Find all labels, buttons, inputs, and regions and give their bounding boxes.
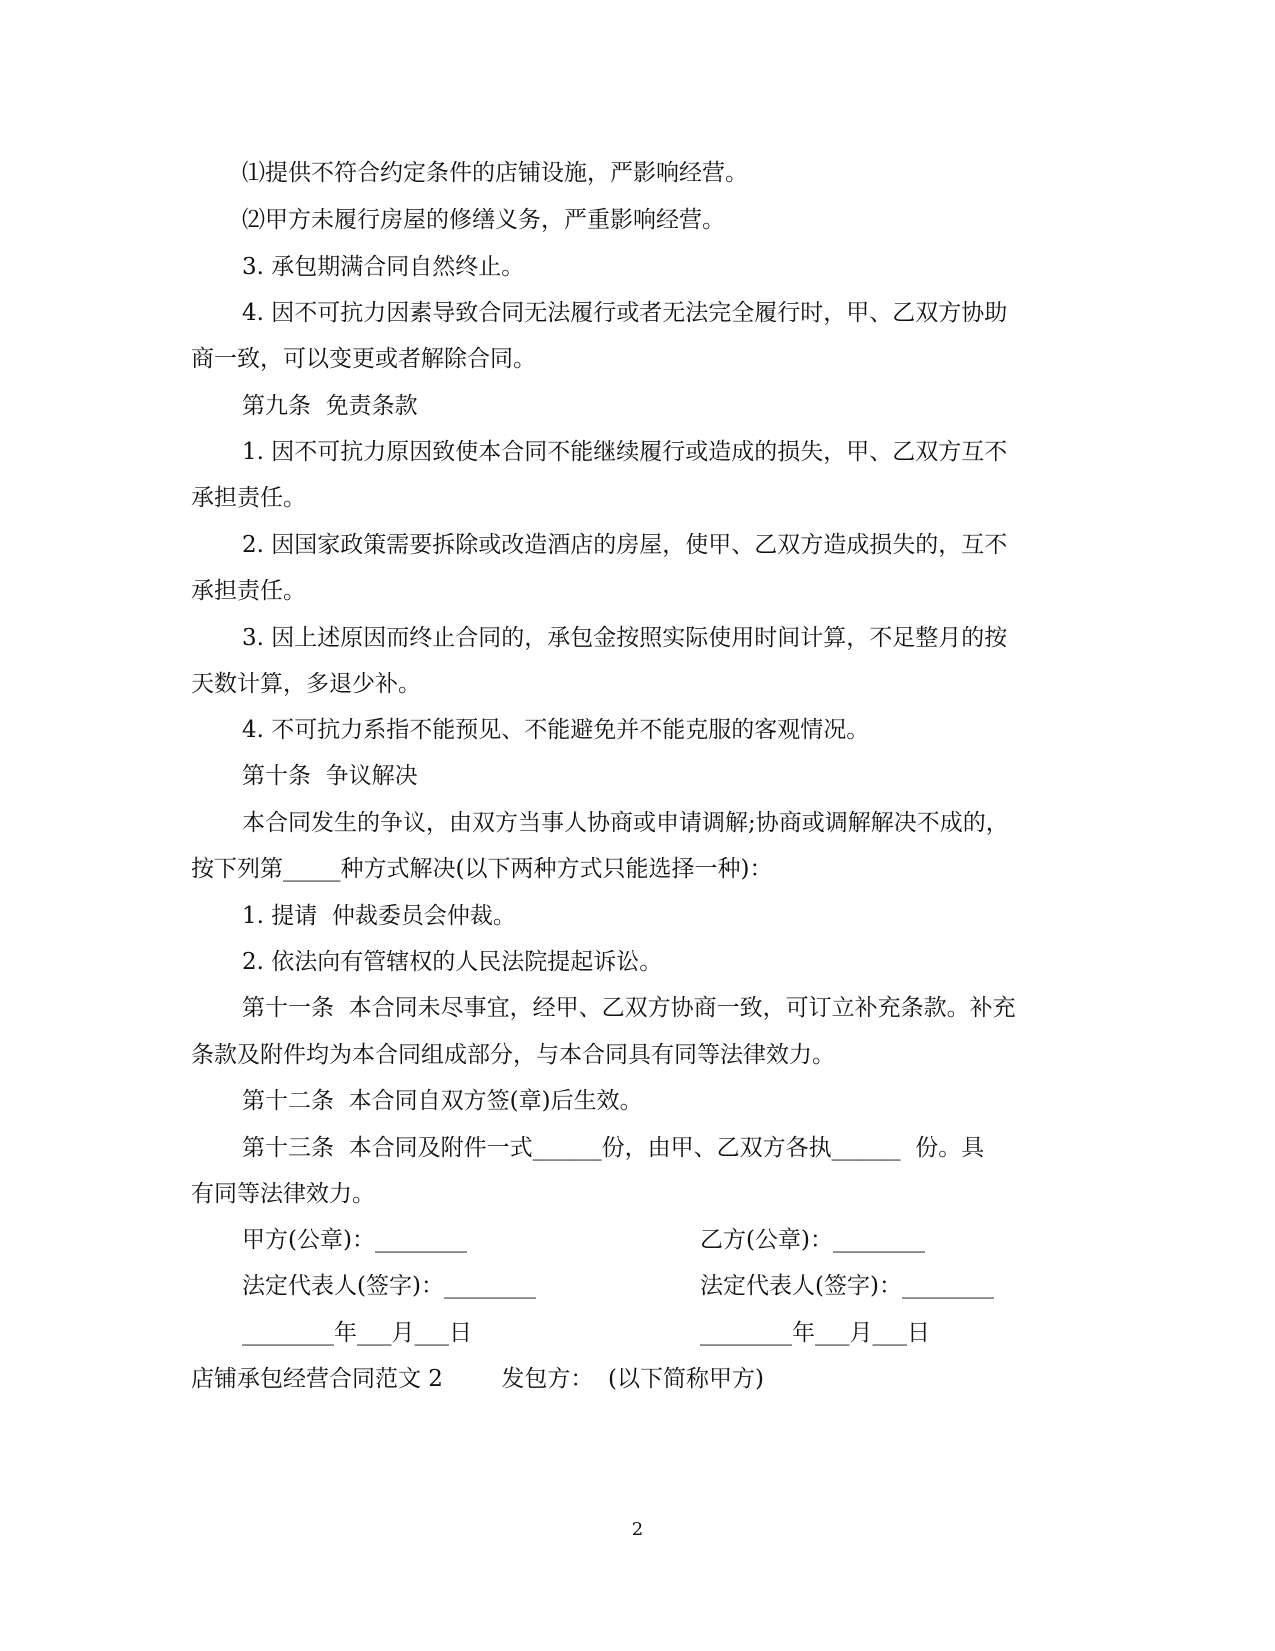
clause-line: 本合同发生的争议，由双方当事人协商或申请调解;协商或调解解决不成的， bbox=[242, 810, 1009, 836]
clause-line: 承担责任。 bbox=[191, 578, 306, 604]
clause-line: 2. 因国家政策需要拆除或改造酒店的房屋，使甲、乙双方造成损失的，互不 bbox=[242, 532, 1008, 558]
clause-line: 第十一条 本合同未尽事宜，经甲、乙双方协商一致，可订立补充条款。补充 bbox=[242, 995, 1016, 1021]
section-heading: 第十条 争议解决 bbox=[242, 763, 418, 789]
clause-line: 第十二条 本合同自双方签(章)后生效。 bbox=[242, 1088, 643, 1114]
clause-line: 有同等法律效力。 bbox=[191, 1181, 375, 1207]
clause-line: 2. 依法向有管辖权的人民法院提起诉讼。 bbox=[242, 949, 663, 975]
clause-line: ⑵甲方未履行房屋的修缮义务，严重影响经营。 bbox=[242, 207, 725, 233]
clause-line: 4. 不可抗力系指不能预见、不能避免并不能克服的客观情况。 bbox=[242, 717, 870, 743]
next-contract-heading: 店铺承包经营合同范文 2 发包方： (以下简称甲方) bbox=[191, 1366, 765, 1392]
clause-line: 1. 因不可抗力原因致使本合同不能继续履行或造成的损失，甲、乙双方互不 bbox=[242, 439, 1008, 465]
clause-line: 商一致，可以变更或者解除合同。 bbox=[191, 346, 536, 372]
clause-line: 承担责任。 bbox=[191, 485, 306, 511]
party-a-seal: 甲方(公章)：________ bbox=[242, 1227, 467, 1253]
party-a-representative: 法定代表人(签字)：________ bbox=[242, 1273, 536, 1299]
clause-line: ⑴提供不符合约定条件的店铺设施，严影响经营。 bbox=[242, 160, 748, 186]
party-b-representative: 法定代表人(签字)：________ bbox=[700, 1273, 994, 1299]
clause-line: 第十三条 本合同及附件一式______份，由甲、乙双方各执______ 份。具 bbox=[242, 1135, 985, 1161]
clause-line: 4. 因不可抗力因素导致合同无法履行或者无法完全履行时，甲、乙双方协助 bbox=[242, 300, 1008, 326]
section-heading: 第九条 免责条款 bbox=[242, 393, 418, 419]
clause-line: 3. 因上述原因而终止合同的，承包金按照实际使用时间计算，不足整月的按 bbox=[242, 625, 1008, 651]
clause-line: 按下列第_____种方式解决(以下两种方式只能选择一种)： bbox=[191, 856, 773, 882]
clause-line: 1. 提请 仲裁委员会仲裁。 bbox=[242, 903, 516, 929]
party-b-seal: 乙方(公章)：________ bbox=[700, 1227, 925, 1253]
party-b-date: ________年___月___日 bbox=[700, 1320, 930, 1346]
clause-line: 3. 承包期满合同自然终止。 bbox=[242, 254, 525, 280]
party-a-date: ________年___月___日 bbox=[242, 1320, 472, 1346]
page-number: 2 bbox=[631, 1519, 644, 1540]
clause-line: 天数计算，多退少补。 bbox=[191, 671, 421, 697]
clause-line: 条款及附件均为本合同组成部分，与本合同具有同等法律效力。 bbox=[191, 1042, 835, 1068]
